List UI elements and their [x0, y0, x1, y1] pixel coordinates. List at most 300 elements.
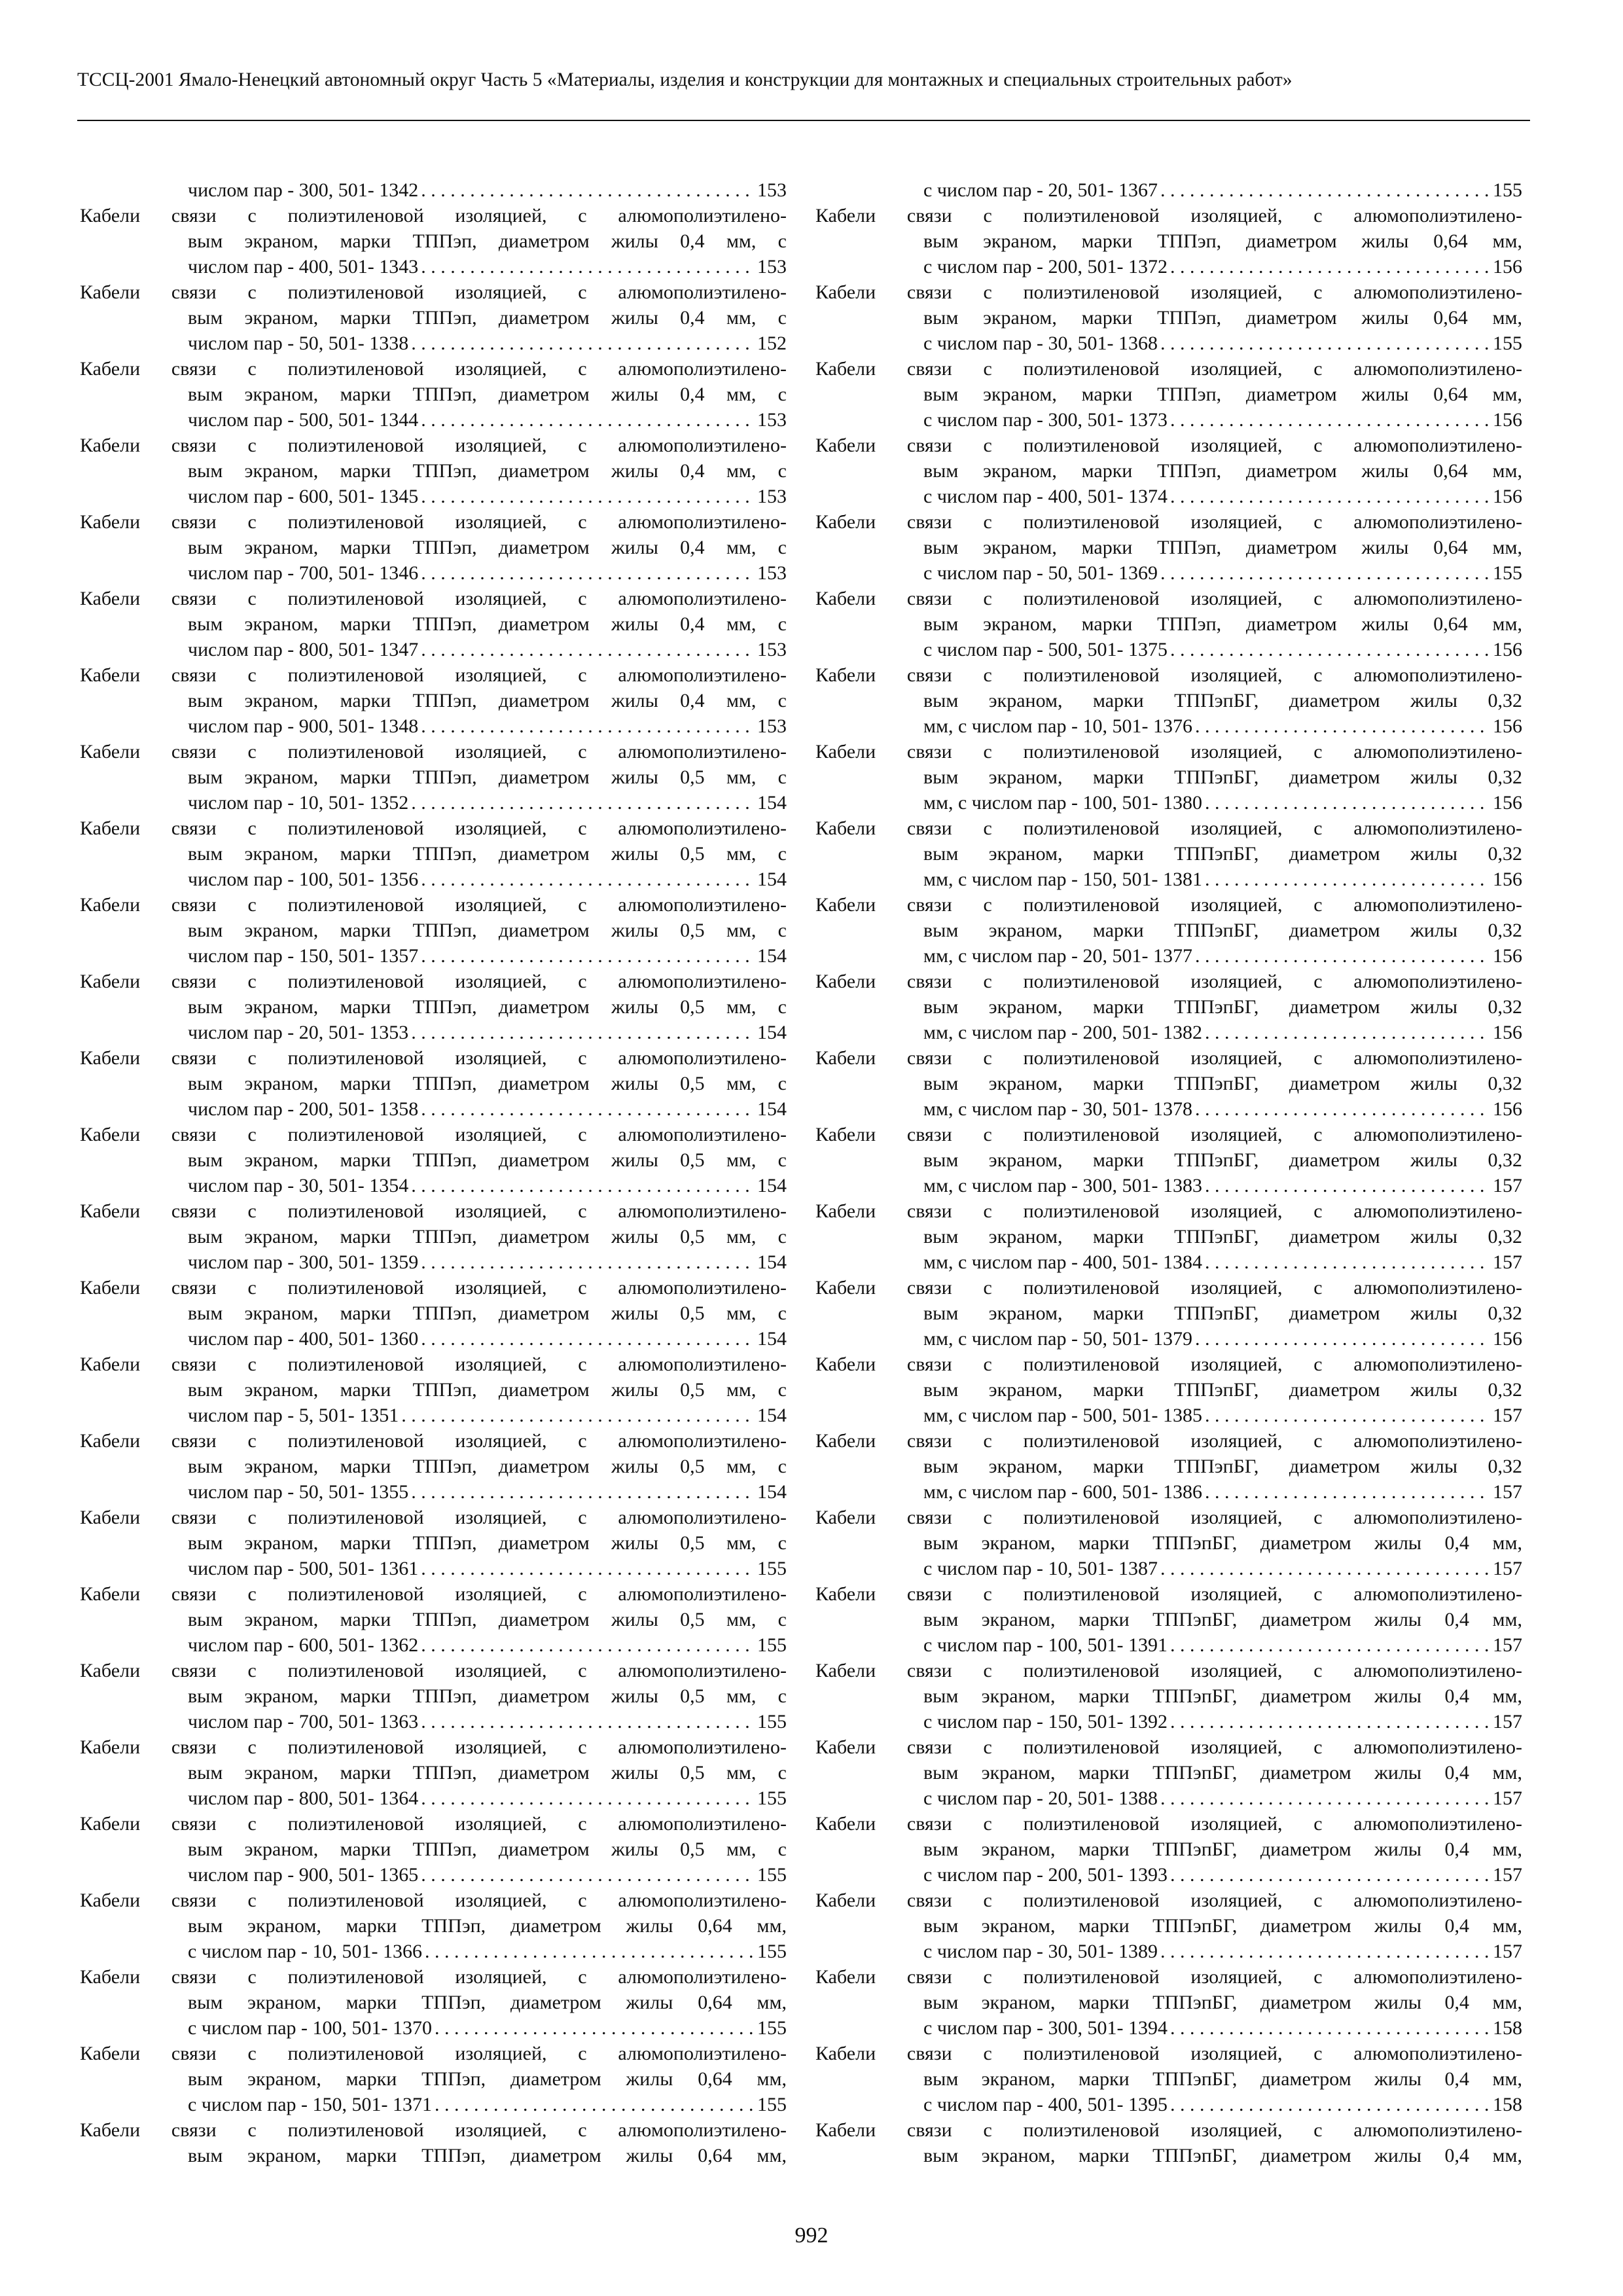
entry-tail-text: с числом пар - 100, 501- 1391: [923, 1634, 1168, 1656]
entry-final-line: [80, 1632, 787, 1658]
entry-line-1: Кабели связи с полиэтиленовой изоляцией, с алюмополиэтилено-: [815, 2043, 1522, 2064]
dot-leader: [1170, 637, 1490, 662]
entry-tail-text: числом пар - 10, 501- 1352: [188, 792, 409, 814]
entry-page-ref: 157: [1493, 1558, 1522, 1579]
index-entry: [80, 1811, 787, 1888]
entry-tail-text: числом пар - 500, 501- 1361: [188, 1558, 419, 1579]
entry-line-2: вым экраном, марки ТППэп, диаметром жилы 0,5 мм, с: [188, 1456, 787, 1477]
dot-leader: [1195, 1096, 1490, 1122]
entry-page-ref: 156: [1493, 869, 1522, 890]
entry-line-1: Кабели связи с полиэтиленовой изоляцией, с алюмополиэтилено-: [80, 1124, 787, 1145]
entry-page-ref: 155: [1493, 332, 1522, 354]
entry-page-ref: 154: [757, 1022, 787, 1043]
index-entry: [80, 1581, 787, 1658]
entry-line-2: вым экраном, марки ТППэп, диаметром жилы 0,4 мм, с: [188, 613, 787, 635]
entry-page-ref: 154: [757, 1481, 787, 1503]
entry-page-ref: 155: [757, 1787, 787, 1809]
entry-line-2: вым экраном, марки ТППэпБГ, диаметром жилы 0,32: [923, 1379, 1522, 1401]
entry-page-ref: 156: [1493, 715, 1522, 737]
index-entry: [80, 1275, 787, 1352]
entry-line-1: Кабели связи с полиэтиленовой изоляцией, с алюмополиэтилено-: [80, 1047, 787, 1069]
index-entry: [815, 2041, 1522, 2117]
dot-leader: [411, 1020, 755, 1045]
entry-final-line: [815, 1785, 1522, 1811]
dot-leader: [421, 254, 755, 279]
index-entry: [815, 1964, 1522, 2041]
entry-line-1: Кабели связи с полиэтиленовой изоляцией, с алюмополиэтилено-: [80, 1966, 787, 1988]
entry-tail-text: с числом пар - 150, 501- 1371: [188, 2094, 433, 2115]
index-entry: [815, 433, 1522, 509]
dot-leader: [411, 790, 755, 816]
entry-final-line: [80, 254, 787, 279]
dot-leader: [435, 2092, 755, 2117]
entry-tail-text: с числом пар - 400, 501- 1395: [923, 2094, 1168, 2115]
entry-final-line: [80, 1096, 787, 1122]
entry-line-1: Кабели связи с полиэтиленовой изоляцией, с алюмополиэтилено-: [80, 817, 787, 839]
dot-leader: [1170, 407, 1490, 433]
entry-tail-text: числом пар - 400, 501- 1360: [188, 1328, 419, 1350]
entry-line-1: Кабели связи с полиэтиленовой изоляцией, с алюмополиэтилено-: [815, 205, 1522, 226]
index-entry: [815, 1581, 1522, 1658]
entry-page-ref: 157: [1493, 1405, 1522, 1426]
entry-tail-text: с числом пар - 30, 501- 1368: [923, 332, 1158, 354]
entry-final-line: [815, 713, 1522, 739]
entry-tail-text: мм, с числом пар - 400, 501- 1384: [923, 1251, 1202, 1273]
entry-final-line: [815, 2015, 1522, 2041]
entry-line-2: вым экраном, марки ТППэп, диаметром жилы 0,5 мм, с: [188, 1149, 787, 1171]
entry-line-1: Кабели связи с полиэтиленовой изоляцией, с алюмополиэтилено-: [815, 588, 1522, 609]
entry-line-1: Кабели связи с полиэтиленовой изоляцией, с алюмополиэтилено-: [815, 971, 1522, 992]
entry-tail-text: числом пар - 30, 501- 1354: [188, 1175, 409, 1196]
index-entry: [815, 1811, 1522, 1888]
entry-line-2: вым экраном, марки ТППэп, диаметром жилы 0,4 мм, с: [188, 690, 787, 711]
index-entry: [815, 279, 1522, 356]
entry-tail-text: числом пар - 700, 501- 1346: [188, 562, 419, 584]
dot-leader: [421, 943, 755, 969]
dot-leader: [1205, 1479, 1490, 1505]
entry-line-1: Кабели связи с полиэтиленовой изоляцией, с алюмополиэтилено-: [80, 511, 787, 533]
entry-line-2: вым экраном, марки ТППэп, диаметром жилы 0,5 мм, с: [188, 1609, 787, 1630]
entry-line-1: Кабели связи с полиэтиленовой изоляцией, с алюмополиэтилено-: [815, 358, 1522, 380]
entry-page-ref: 153: [757, 715, 787, 737]
entry-tail-text: мм, с числом пар - 100, 501- 1380: [923, 792, 1202, 814]
entry-tail-text: с числом пар - 150, 501- 1392: [923, 1711, 1168, 1732]
entry-final-line: [815, 1173, 1522, 1198]
entry-line-1: Кабели связи с полиэтиленовой изоляцией, с алюмополиэтилено-: [815, 511, 1522, 533]
entry-page-ref: 154: [757, 1405, 787, 1426]
dot-leader: [411, 1173, 755, 1198]
entry-page-ref: 157: [1493, 1481, 1522, 1503]
entry-line-1: Кабели связи с полиэтиленовой изоляцией, с алюмополиэтилено-: [815, 894, 1522, 916]
entry-line-1: Кабели связи с полиэтиленовой изоляцией, с алюмополиэтилено-: [815, 1430, 1522, 1452]
entry-line-2: вым экраном, марки ТППэп, диаметром жилы 0,64 мм,: [923, 613, 1522, 635]
entry-page-ref: 155: [757, 1941, 787, 1962]
entry-page-ref: 157: [1493, 1634, 1522, 1656]
entry-tail-text: с числом пар - 10, 501- 1387: [923, 1558, 1158, 1579]
entry-line-2: вым экраном, марки ТППэпБГ, диаметром жилы 0,32: [923, 843, 1522, 865]
entry-final-line: [80, 1326, 787, 1352]
entry-line-2: вым экраном, марки ТППэпБГ, диаметром жилы 0,32: [923, 766, 1522, 788]
index-entry: [80, 1122, 787, 1198]
entry-line-2: вым экраном, марки ТППэпБГ, диаметром жилы 0,4 мм,: [923, 1992, 1522, 2013]
dot-leader: [1205, 1249, 1490, 1275]
entry-line-2: вым экраном, марки ТППэп, диаметром жилы 0,64 мм,: [188, 2068, 787, 2090]
index-entry: [815, 892, 1522, 969]
entry-tail-text: числом пар - 50, 501- 1338: [188, 332, 409, 354]
entry-line-2: вым экраном, марки ТППэп, диаметром жилы 0,5 мм, с: [188, 843, 787, 865]
dot-leader: [1170, 2092, 1490, 2117]
dot-leader: [421, 713, 755, 739]
page-number: 992: [794, 2223, 829, 2248]
index-entry: [815, 1275, 1522, 1352]
entry-tail-text: с числом пар - 500, 501- 1375: [923, 639, 1168, 660]
entry-tail-text: мм, с числом пар - 30, 501- 1378: [923, 1098, 1192, 1120]
index-entry: [80, 969, 787, 1045]
index-column-left: [80, 177, 787, 2168]
entry-tail-text: мм, с числом пар - 50, 501- 1379: [923, 1328, 1192, 1350]
entry-final-line: [80, 1939, 787, 1964]
entry-line-2: вым экраном, марки ТППэпБГ, диаметром жилы 0,32: [923, 1226, 1522, 1247]
index-entry: [80, 816, 787, 892]
entry-page-ref: 153: [757, 409, 787, 431]
entry-line-2: вым экраном, марки ТППэпБГ, диаметром жилы 0,4 мм,: [923, 1915, 1522, 1937]
index-entry-continued: [815, 177, 1522, 203]
entry-line-2: вым экраном, марки ТППэпБГ, диаметром жилы 0,4 мм,: [923, 1532, 1522, 1554]
dot-leader: [1160, 560, 1490, 586]
entry-final-line: [815, 1326, 1522, 1352]
entry-line-1: Кабели связи с полиэтиленовой изоляцией, с алюмополиэтилено-: [80, 1200, 787, 1222]
dot-leader: [421, 637, 755, 662]
entry-tail-text: с числом пар - 300, 501- 1394: [923, 2017, 1168, 2039]
entry-line-2: вым экраном, марки ТППэп, диаметром жилы 0,5 мм, с: [188, 1532, 787, 1554]
dot-leader: [421, 1249, 755, 1275]
index-entry: [80, 1734, 787, 1811]
entry-line-1: Кабели связи с полиэтиленовой изоляцией, с алюмополиэтилено-: [80, 281, 787, 303]
entry-tail-text: мм, с числом пар - 10, 501- 1376: [923, 715, 1192, 737]
entry-final-line: [80, 943, 787, 969]
entry-line-2: вым экраном, марки ТППэп, диаметром жилы 0,64 мм,: [923, 384, 1522, 405]
entry-final-line: [815, 790, 1522, 816]
index-entry: [80, 203, 787, 279]
entry-page-ref: 157: [1493, 1787, 1522, 1809]
index-entry: [815, 1428, 1522, 1505]
dot-leader: [1170, 1632, 1490, 1658]
entry-tail-text: мм, с числом пар - 600, 501- 1386: [923, 1481, 1202, 1503]
entry-final-line: [815, 1709, 1522, 1734]
entry-line-2: вым экраном, марки ТППэп, диаметром жилы 0,64 мм,: [923, 230, 1522, 252]
entry-tail-text: с числом пар - 400, 501- 1374: [923, 486, 1168, 507]
dot-leader: [1170, 2015, 1490, 2041]
entry-tail-text: числом пар - 300, 501- 1342: [188, 179, 419, 201]
index-entry: [80, 509, 787, 586]
entry-line-2: вым экраном, марки ТППэп, диаметром жилы 0,64 мм,: [188, 2145, 787, 2166]
entry-page-ref: 153: [757, 256, 787, 278]
index-entry: [80, 279, 787, 356]
entry-line-2: вым экраном, марки ТППэпБГ, диаметром жилы 0,32: [923, 690, 1522, 711]
entry-line-2: вым экраном, марки ТППэпБГ, диаметром жилы 0,32: [923, 1456, 1522, 1477]
entry-final-line: [815, 1403, 1522, 1428]
entry-line-1: Кабели связи с полиэтиленовой изоляцией, с алюмополиэтилено-: [815, 1277, 1522, 1299]
index-entry: [815, 739, 1522, 816]
entry-page-ref: 156: [1493, 1022, 1522, 1043]
entry-tail-text: числом пар - 50, 501- 1355: [188, 1481, 409, 1503]
entry-tail-text: числом пар - 500, 501- 1344: [188, 409, 419, 431]
entry-final-line: [815, 407, 1522, 433]
entry-line-2: вым экраном, марки ТППэп, диаметром жилы 0,5 мм, с: [188, 920, 787, 941]
entry-final-line: [80, 1173, 787, 1198]
dot-leader: [401, 1403, 755, 1428]
dot-leader: [1170, 1709, 1490, 1734]
dot-leader: [411, 1479, 755, 1505]
dot-leader: [1170, 254, 1490, 279]
index-entry: [80, 433, 787, 509]
entry-page-ref: 153: [757, 179, 787, 201]
entry-line-2: вым экраном, марки ТППэп, диаметром жилы 0,4 мм, с: [188, 230, 787, 252]
entry-line-2: вым экраном, марки ТППэпБГ, диаметром жилы 0,4 мм,: [923, 1762, 1522, 1784]
index-entry: [80, 1428, 787, 1505]
entry-final-line: [80, 177, 787, 203]
entry-tail-text: числом пар - 200, 501- 1358: [188, 1098, 419, 1120]
dot-leader: [1205, 1020, 1490, 1045]
entry-line-2: вым экраном, марки ТППэп, диаметром жилы 0,5 мм, с: [188, 1379, 787, 1401]
dot-leader: [1195, 943, 1490, 969]
entry-final-line: [815, 254, 1522, 279]
entry-page-ref: 157: [1493, 1711, 1522, 1732]
dot-leader: [1160, 177, 1490, 203]
entry-page-ref: 154: [757, 1251, 787, 1273]
entry-final-line: [80, 331, 787, 356]
entry-line-1: Кабели связи с полиэтиленовой изоляцией, с алюмополиэтилено-: [815, 1047, 1522, 1069]
index-entry: [815, 1045, 1522, 1122]
dot-leader: [421, 177, 755, 203]
entry-page-ref: 154: [757, 1175, 787, 1196]
entry-line-2: вым экраном, марки ТППэпБГ, диаметром жилы 0,32: [923, 996, 1522, 1018]
entry-final-line: [80, 1403, 787, 1428]
entry-tail-text: с числом пар - 20, 501- 1388: [923, 1787, 1158, 1809]
entry-line-1: Кабели связи с полиэтиленовой изоляцией, с алюмополиэтилено-: [815, 1660, 1522, 1681]
entry-line-2: вым экраном, марки ТППэп, диаметром жилы 0,4 мм, с: [188, 307, 787, 329]
entry-line-2: вым экраном, марки ТППэпБГ, диаметром жилы 0,4 мм,: [923, 2145, 1522, 2166]
entry-page-ref: 156: [1493, 792, 1522, 814]
entry-line-1: Кабели связи с полиэтиленовой изоляцией, с алюмополиэтилено-: [80, 1660, 787, 1681]
entry-page-ref: 154: [757, 1098, 787, 1120]
entry-tail-text: с числом пар - 200, 501- 1393: [923, 1864, 1168, 1886]
dot-leader: [1160, 1939, 1490, 1964]
entry-line-1: Кабели связи с полиэтиленовой изоляцией, с алюмополиэтилено-: [80, 588, 787, 609]
entry-page-ref: 154: [757, 945, 787, 967]
entry-page-ref: 154: [757, 1328, 787, 1350]
entry-line-1: Кабели связи с полиэтиленовой изоляцией, с алюмополиэтилено-: [80, 1583, 787, 1605]
dot-leader: [1205, 867, 1490, 892]
entry-page-ref: 155: [1493, 179, 1522, 201]
entry-line-2: вым экраном, марки ТППэп, диаметром жилы 0,5 мм, с: [188, 1073, 787, 1094]
entry-page-ref: 158: [1493, 2017, 1522, 2039]
index-entry: [80, 356, 787, 433]
entry-line-2: вым экраном, марки ТППэпБГ, диаметром жилы 0,4 мм,: [923, 1839, 1522, 1860]
dot-leader: [1160, 1785, 1490, 1811]
entry-line-1: Кабели связи с полиэтиленовой изоляцией, с алюмополиэтилено-: [80, 1430, 787, 1452]
entry-tail-text: числом пар - 900, 501- 1348: [188, 715, 419, 737]
entry-line-1: Кабели связи с полиэтиленовой изоляцией, с алюмополиэтилено-: [80, 664, 787, 686]
entry-page-ref: 155: [757, 1558, 787, 1579]
entry-final-line: [80, 1862, 787, 1888]
entry-line-2: вым экраном, марки ТППэпБГ, диаметром жилы 0,32: [923, 1149, 1522, 1171]
entry-line-1: Кабели связи с полиэтиленовой изоляцией, с алюмополиэтилено-: [80, 971, 787, 992]
entry-final-line: [815, 1939, 1522, 1964]
entry-page-ref: 153: [757, 486, 787, 507]
entry-final-line: [80, 1709, 787, 1734]
entry-tail-text: мм, с числом пар - 300, 501- 1383: [923, 1175, 1202, 1196]
dot-leader: [1205, 1173, 1490, 1198]
entry-final-line: [815, 1249, 1522, 1275]
index-entry: [815, 662, 1522, 739]
entry-final-line: [815, 1862, 1522, 1888]
entry-line-1: Кабели связи с полиэтиленовой изоляцией, с алюмополиэтилено-: [815, 1736, 1522, 1758]
entry-page-ref: 153: [757, 639, 787, 660]
entry-line-1: Кабели связи с полиэтиленовой изоляцией, с алюмополиэтилено-: [80, 1354, 787, 1375]
dot-leader: [421, 560, 755, 586]
dot-leader: [1195, 1326, 1490, 1352]
dot-leader: [425, 1939, 755, 1964]
dot-leader: [1205, 790, 1490, 816]
entry-line-1: Кабели связи с полиэтиленовой изоляцией, с алюмополиэтилено-: [80, 1813, 787, 1835]
entry-page-ref: 155: [757, 1864, 787, 1886]
index-entry: [80, 739, 787, 816]
entry-tail-text: числом пар - 300, 501- 1359: [188, 1251, 419, 1273]
entry-tail-text: числом пар - 600, 501- 1345: [188, 486, 419, 507]
entry-page-ref: 156: [1493, 1098, 1522, 1120]
entry-line-1: Кабели связи с полиэтиленовой изоляцией, с алюмополиэтилено-: [80, 2043, 787, 2064]
entry-line-1: Кабели связи с полиэтиленовой изоляцией, с алюмополиэтилено-: [815, 664, 1522, 686]
entry-page-ref: 157: [1493, 1941, 1522, 1962]
entry-line-2: вым экраном, марки ТППэп, диаметром жилы 0,5 мм, с: [188, 1762, 787, 1784]
running-header: ТССЦ-2001 Ямало-Ненецкий автономный округ Часть 5 «Материалы, изделия и конструкции для монтажных и специальных строительных работ»: [77, 69, 1293, 90]
entry-page-ref: 156: [1493, 409, 1522, 431]
entry-line-2: вым экраном, марки ТППэп, диаметром жилы 0,4 мм, с: [188, 460, 787, 482]
index-entry: [80, 1888, 787, 1964]
dot-leader: [421, 1785, 755, 1811]
entry-line-1: Кабели связи с полиэтиленовой изоляцией, с алюмополиэтилено-: [80, 1890, 787, 1911]
entry-tail-text: числом пар - 5, 501- 1351: [188, 1405, 399, 1426]
entry-tail-text: числом пар - 800, 501- 1364: [188, 1787, 419, 1809]
index-entry: [80, 2041, 787, 2117]
entry-page-ref: 155: [757, 1711, 787, 1732]
index-entry: [80, 892, 787, 969]
entry-line-1: Кабели связи с полиэтиленовой изоляцией, с алюмополиэтилено-: [815, 1354, 1522, 1375]
dot-leader: [1170, 1862, 1490, 1888]
entry-line-2: вым экраном, марки ТППэп, диаметром жилы 0,64 мм,: [923, 460, 1522, 482]
header-divider: [77, 120, 1530, 121]
dot-leader: [435, 2015, 755, 2041]
entry-final-line: [815, 867, 1522, 892]
index-entry: [815, 203, 1522, 279]
entry-line-1: Кабели связи с полиэтиленовой изоляцией, с алюмополиэтилено-: [815, 1507, 1522, 1528]
entry-line-1: Кабели связи с полиэтиленовой изоляцией, с алюмополиэтилено-: [815, 1890, 1522, 1911]
index-entry: [80, 1045, 787, 1122]
entry-tail-text: с числом пар - 200, 501- 1372: [923, 256, 1168, 278]
entry-final-line: [815, 637, 1522, 662]
entry-line-1: Кабели связи с полиэтиленовой изоляцией, с алюмополиэтилено-: [80, 894, 787, 916]
entry-line-1: Кабели связи с полиэтиленовой изоляцией, с алюмополиэтилено-: [80, 358, 787, 380]
entry-line-1: Кабели связи с полиэтиленовой изоляцией, с алюмополиэтилено-: [815, 817, 1522, 839]
entry-line-2: вым экраном, марки ТППэпБГ, диаметром жилы 0,32: [923, 1073, 1522, 1094]
entry-final-line: [815, 1556, 1522, 1581]
entry-line-2: вым экраном, марки ТППэпБГ, диаметром жилы 0,4 мм,: [923, 2068, 1522, 2090]
entry-line-1: Кабели связи с полиэтиленовой изоляцией, с алюмополиэтилено-: [80, 2119, 787, 2141]
index-entry: [815, 1734, 1522, 1811]
index-entry: [815, 1122, 1522, 1198]
entry-tail-text: с числом пар - 100, 501- 1370: [188, 2017, 433, 2039]
entry-final-line: [80, 560, 787, 586]
entry-final-line: [80, 637, 787, 662]
entry-line-1: Кабели связи с полиэтиленовой изоляцией, с алюмополиэтилено-: [815, 1124, 1522, 1145]
entry-line-2: вым экраном, марки ТППэп, диаметром жилы 0,5 мм, с: [188, 1685, 787, 1707]
entry-tail-text: числом пар - 700, 501- 1363: [188, 1711, 419, 1732]
entry-line-1: Кабели связи с полиэтиленовой изоляцией, с алюмополиэтилено-: [815, 1200, 1522, 1222]
index-entry: [815, 509, 1522, 586]
entry-tail-text: мм, с числом пар - 200, 501- 1382: [923, 1022, 1202, 1043]
dot-leader: [411, 331, 755, 356]
entry-final-line: [80, 1020, 787, 1045]
entry-tail-text: с числом пар - 30, 501- 1389: [923, 1941, 1158, 1962]
dot-leader: [421, 1632, 755, 1658]
entry-final-line: [80, 713, 787, 739]
entry-tail-text: числом пар - 800, 501- 1347: [188, 639, 419, 660]
entry-tail-text: числом пар - 150, 501- 1357: [188, 945, 419, 967]
index-entry: [80, 1964, 787, 2041]
entry-line-2: вым экраном, марки ТППэп, диаметром жилы 0,64 мм,: [923, 537, 1522, 558]
entry-line-2: вым экраном, марки ТППэп, диаметром жилы 0,64 мм,: [188, 1992, 787, 2013]
entry-tail-text: числом пар - 600, 501- 1362: [188, 1634, 419, 1656]
entry-final-line: [80, 1249, 787, 1275]
entry-page-ref: 157: [1493, 1175, 1522, 1196]
dot-leader: [1160, 1556, 1490, 1581]
index-entry: [815, 816, 1522, 892]
index-entry-partial: [815, 2117, 1522, 2168]
entry-line-1: Кабели связи с полиэтиленовой изоляцией, с алюмополиэтилено-: [80, 1507, 787, 1528]
entry-tail-text: с числом пар - 20, 501- 1367: [923, 179, 1158, 201]
entry-page-ref: 156: [1493, 639, 1522, 660]
entry-line-1: Кабели связи с полиэтиленовой изоляцией, с алюмополиэтилено-: [815, 1813, 1522, 1835]
dot-leader: [421, 1096, 755, 1122]
entry-page-ref: 154: [757, 792, 787, 814]
entry-line-1: Кабели связи с полиэтиленовой изоляцией, с алюмополиэтилено-: [815, 1966, 1522, 1988]
entry-tail-text: с числом пар - 300, 501- 1373: [923, 409, 1168, 431]
dot-leader: [421, 484, 755, 509]
entry-final-line: [80, 867, 787, 892]
index-entry: [80, 1352, 787, 1428]
entry-page-ref: 155: [1493, 562, 1522, 584]
dot-leader: [1160, 331, 1490, 356]
entry-line-2: вым экраном, марки ТППэп, диаметром жилы 0,64 мм,: [188, 1915, 787, 1937]
entry-page-ref: 156: [1493, 945, 1522, 967]
entry-line-2: вым экраном, марки ТППэпБГ, диаметром жилы 0,32: [923, 1302, 1522, 1324]
entry-final-line: [80, 2092, 787, 2117]
index-entry-partial: [80, 2117, 787, 2168]
dot-leader: [421, 1556, 755, 1581]
entry-final-line: [815, 1096, 1522, 1122]
entry-tail-text: числом пар - 900, 501- 1365: [188, 1864, 419, 1886]
dot-leader: [1205, 1403, 1490, 1428]
entry-final-line: [815, 1632, 1522, 1658]
dot-leader: [1170, 484, 1490, 509]
entry-page-ref: 155: [757, 2094, 787, 2115]
dot-leader: [1195, 713, 1490, 739]
entry-line-1: Кабели связи с полиэтиленовой изоляцией, с алюмополиэтилено-: [80, 435, 787, 456]
entry-tail-text: числом пар - 400, 501- 1343: [188, 256, 419, 278]
entry-line-1: Кабели связи с полиэтиленовой изоляцией, с алюмополиэтилено-: [815, 435, 1522, 456]
entry-final-line: [80, 1556, 787, 1581]
